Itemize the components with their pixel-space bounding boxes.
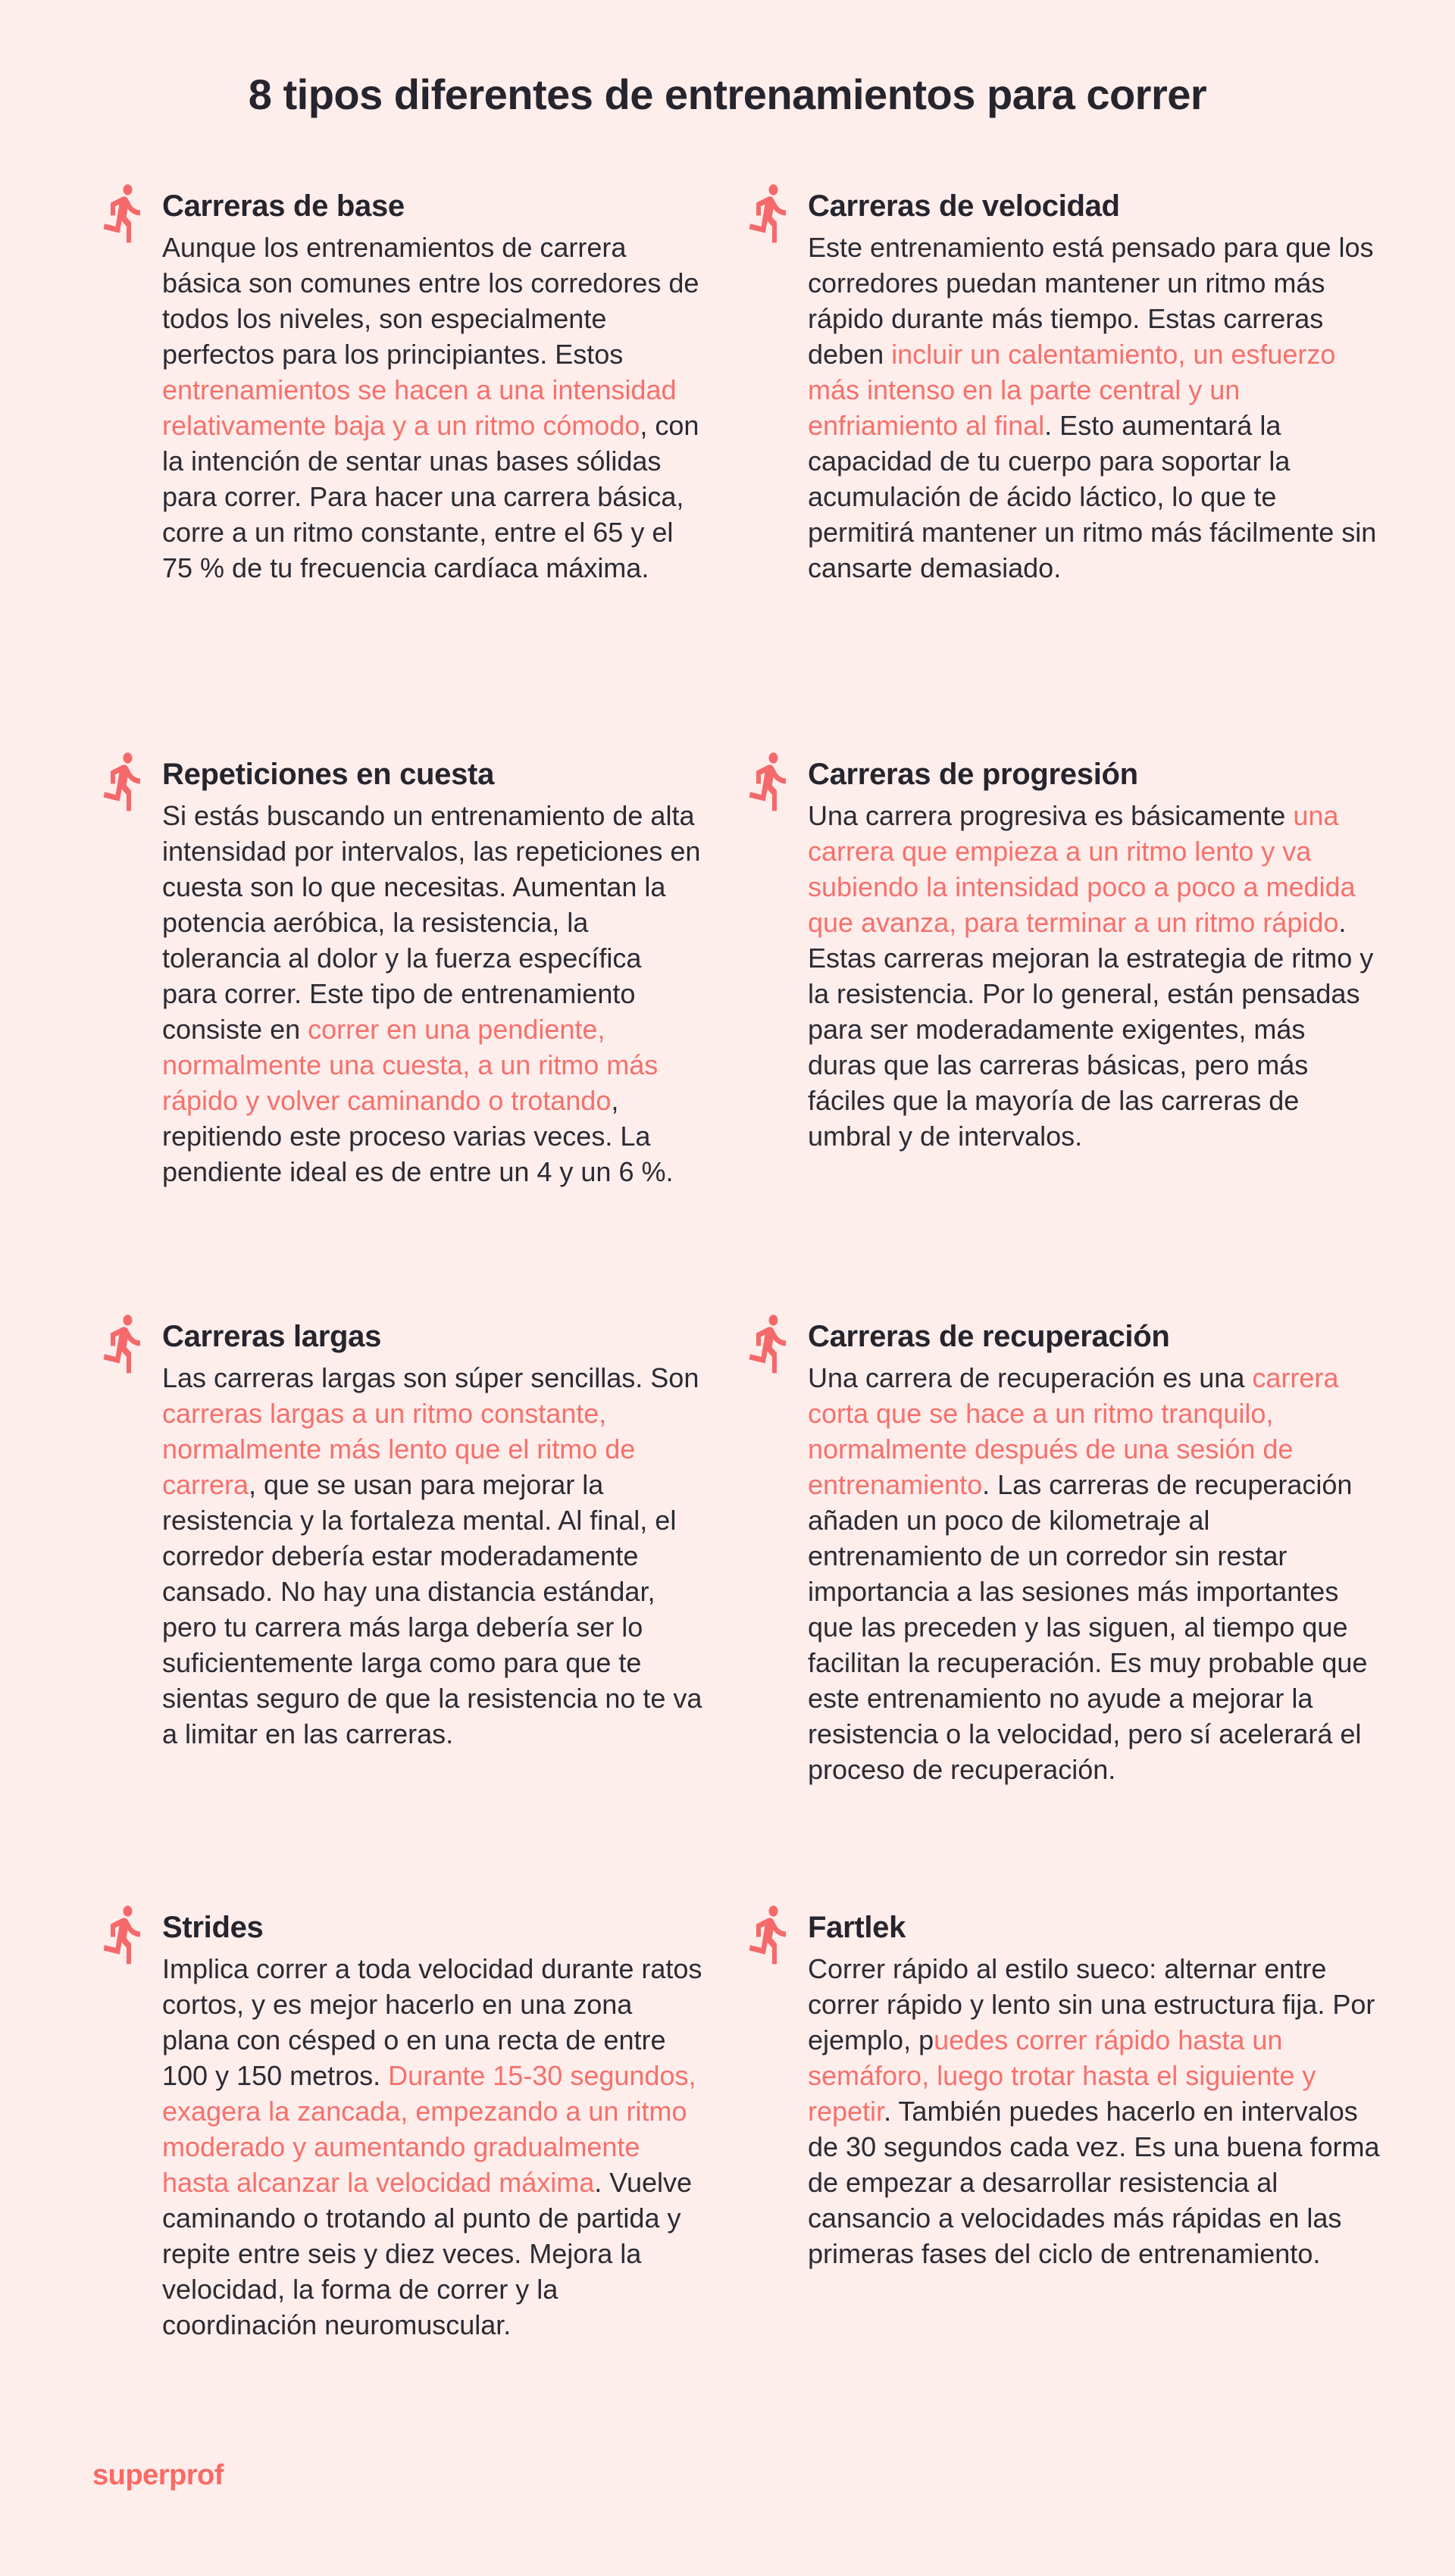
body-run: . Estas carreras mejoran la estrategia de ritmo y la resistencia. Por lo general, están pensadas para ser moderadamente exigentes, más duras que las carreras básicas, pero más fáciles que la mayoría de las carreras de umbral y de intervalos. <box>808 907 1374 1152</box>
section-heading: Carreras de velocidad <box>808 189 1120 223</box>
section-heading: Carreras de recuperación <box>808 1320 1170 1353</box>
body-run-highlight: Durante 15-30 segundos, exagera la zancada, empezando a un ritmo moderado y aumentando gradualmente hasta alcanzar la velocidad máxima <box>162 2060 696 2198</box>
section-carreras-de-velocidad <box>743 180 1381 586</box>
body-run: , con la intención de sentar unas bases sólidas para correr. Para hacer una carrera básica, corre a un ritmo constante, entre el 65 y el 75 % de tu frecuencia cardíaca máxima. <box>162 410 699 583</box>
section-heading: Fartlek <box>808 1911 906 1944</box>
section-body <box>162 1360 703 1752</box>
runner-icon <box>97 749 153 818</box>
body-run-highlight: carreras largas a un ritmo constante, normalmente más lento que el ritmo de carrera <box>162 1398 636 1500</box>
section-heading: Strides <box>162 1911 264 1944</box>
section-body <box>808 798 1381 1154</box>
body-run-highlight: uedes correr rápido hasta un semáforo, luego trotar hasta el siguiente y repetir <box>808 2024 1316 2127</box>
runner-icon <box>97 180 153 249</box>
page-title: 8 tipos diferentes de entrenamientos para correr <box>248 70 1207 118</box>
body-run: Aunque los entrenamientos de carrera básica son comunes entre los corredores de todos los niveles, son especialmente perfectos para los principiantes. Estos <box>162 232 699 370</box>
runner-icon <box>743 749 799 818</box>
section-body <box>162 1951 703 2343</box>
body-run-highlight: correr en una pendiente, normalmente una cuesta, a un ritmo más rápido y volver caminando o trotando <box>162 1014 659 1116</box>
body-run: . Esto aumentará la capacidad de tu cuerpo para soportar la acumulación de ácido láctico, lo que te permitirá mantener un ritmo más fácilmente sin cansarte demasiado. <box>808 410 1377 583</box>
body-run: Una carrera de recuperación es una <box>808 1362 1253 1393</box>
body-run: . Las carreras de recuperación añaden un poco de kilometraje al entrenamiento de un corredor sin restar importancia a las sesiones más importantes que las preceden y las siguen, al tiempo que facilitan la recuperación. Es muy probable que este entrenamiento no ayude a mejorar la resistencia o la velocidad, pero sí acelerará el proceso de recuperación. <box>808 1469 1368 1785</box>
superprof-logo: superprof <box>92 2459 224 2491</box>
section-carreras-de-base <box>97 180 703 586</box>
body-run: Las carreras largas son súper sencillas. Son <box>162 1362 699 1393</box>
body-run: Una carrera progresiva es básicamente <box>808 800 1294 831</box>
runner-icon <box>743 180 799 249</box>
body-run: Si estás buscando un entrenamiento de alta intensidad por intervalos, las repeticiones en cuesta son lo que necesitas. Aumentan la potencia aeróbica, la resistencia, la tolerancia al dolor y la fuerza específica para correr. Este tipo de entrenamiento consiste en <box>162 800 701 1045</box>
section-carreras-de-progresion <box>743 749 1381 1154</box>
body-run: , repitiendo este proceso varias veces. La pendiente ideal es de entre un 4 y un 6 %. <box>162 1085 674 1187</box>
body-run-highlight: carrera corta que se hace a un ritmo tranquilo, normalmente después de una sesión de entrenamiento <box>808 1362 1339 1500</box>
body-run: Este entrenamiento está pensado para que los corredores puedan mantener un ritmo más rápido durante más tiempo. Estas carreras deben <box>808 232 1374 370</box>
body-run: . También puedes hacerlo en intervalos de 30 segundos cada vez. Es una buena forma de empezar a desarrollar resistencia al cansancio a velocidades más rápidas en las primeras fases del ciclo de entrenamiento. <box>808 2096 1380 2269</box>
runner-icon <box>97 1311 153 1380</box>
section-heading: Carreras de base <box>162 189 405 223</box>
section-body <box>808 230 1381 586</box>
runner-icon <box>97 1902 153 1971</box>
section-body <box>808 1951 1381 2271</box>
section-fartlek <box>743 1902 1381 2271</box>
body-run: . Vuelve caminando o trotando al punto de partida y repite entre seis y diez veces. Mejora la velocidad, la forma de correr y la coordinación neuromuscular. <box>162 2167 693 2340</box>
section-carreras-largas <box>97 1311 703 1752</box>
body-run: Implica correr a toda velocidad durante ratos cortos, y es mejor hacerlo en una zona plana con césped o en una recta de entre 100 y 150 metros. <box>162 1953 702 2091</box>
runner-icon <box>743 1311 799 1380</box>
body-run: Correr rápido al estilo sueco: alternar entre correr rápido y lento sin una estructura fija. Por ejemplo, p <box>808 1953 1375 2055</box>
section-heading: Carreras largas <box>162 1320 382 1353</box>
section-heading: Carreras de progresión <box>808 758 1138 791</box>
section-body <box>162 798 703 1190</box>
body-run-highlight: incluir un calentamiento, un esfuerzo más intenso en la parte central y un enfriamiento al final <box>808 339 1336 441</box>
section-repeticiones-en-cuesta <box>97 749 703 1190</box>
runner-icon <box>743 1902 799 1971</box>
section-heading: Repeticiones en cuesta <box>162 758 495 791</box>
section-strides <box>97 1902 703 2343</box>
section-body <box>808 1360 1385 1787</box>
section-body <box>162 230 703 586</box>
body-run-highlight: entrenamientos se hacen a una intensidad relativamente baja y a un ritmo cómodo <box>162 374 677 441</box>
section-carreras-de-recuperacion <box>743 1311 1385 1787</box>
body-run: , que se usan para mejorar la resistencia y la fortaleza mental. Al final, el corredor debería estar moderadamente cansado. No hay una distancia estándar, pero tu carrera más larga debería ser lo suficientemente larga como para que te sientas seguro de que la resistencia no te va a limitar en las carreras. <box>162 1469 702 1749</box>
body-run-highlight: una carrera que empieza a un ritmo lento y va subiendo la intensidad poco a poco a medida que avanza, para terminar a un ritmo rápido <box>808 800 1356 938</box>
